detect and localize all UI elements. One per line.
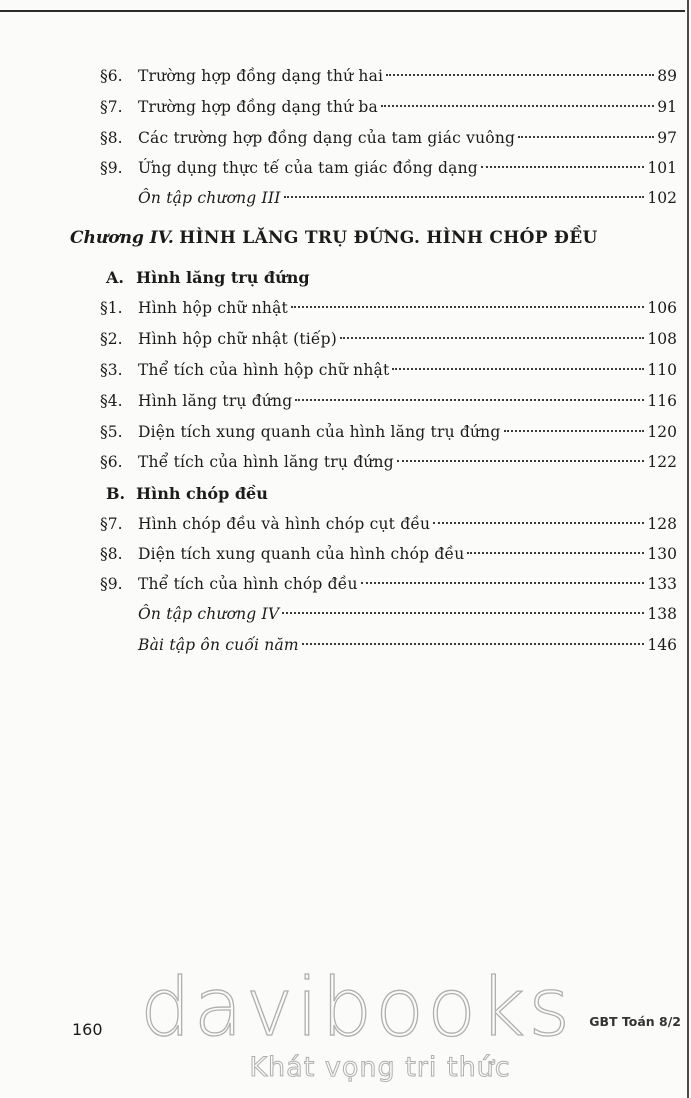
- top-rule: [0, 10, 685, 12]
- toc-page: 91: [657, 98, 677, 116]
- dot-leader: [340, 337, 644, 339]
- section-number: §8.: [100, 129, 123, 147]
- watermark: [140, 961, 574, 1083]
- chapter-heading: [70, 228, 598, 248]
- toc-page: 106: [647, 299, 677, 317]
- toc-page: 102: [647, 189, 677, 207]
- section-number: §8.: [100, 545, 123, 563]
- toc-page: 122: [647, 453, 677, 471]
- toc-page: 108: [647, 330, 677, 348]
- section-letter: B.: [106, 484, 126, 503]
- section-letter: A.: [106, 268, 124, 287]
- dot-leader: [504, 430, 645, 432]
- section-number: §3.: [100, 361, 123, 379]
- watermark-logo: davibooks: [140, 961, 574, 1054]
- book-code: GBT Toán 8/2: [589, 1014, 681, 1029]
- dot-leader: [392, 368, 644, 370]
- toc-row[interactable]: [0, 61, 691, 91]
- dot-leader: [361, 582, 645, 584]
- toc-row[interactable]: [0, 153, 691, 183]
- toc-row-review[interactable]: [0, 599, 691, 629]
- toc-row-review[interactable]: [0, 183, 691, 213]
- toc-page: 128: [647, 515, 677, 533]
- toc-title: Thể tích của hình lăng trụ đứng: [138, 453, 394, 471]
- toc-title: Diện tích xung quanh của hình chóp đều: [138, 545, 465, 563]
- section-number: §7.: [100, 98, 123, 116]
- dot-leader: [295, 399, 644, 401]
- dot-leader: [282, 612, 644, 614]
- section-number: §6.: [100, 453, 123, 471]
- dot-leader: [284, 196, 645, 198]
- toc-page: 120: [647, 423, 677, 441]
- toc-page: 138: [647, 605, 677, 623]
- watermark-tagline: Khát vọng tri thức: [249, 1052, 511, 1083]
- toc-row[interactable]: [0, 417, 691, 447]
- section-number: §6.: [100, 67, 123, 85]
- toc-page: 130: [647, 545, 677, 563]
- toc-page: 89: [657, 67, 677, 85]
- toc-title: Thể tích của hình chóp đều: [138, 575, 358, 593]
- dot-leader: [481, 166, 645, 168]
- section-number: §9.: [100, 575, 123, 593]
- toc-title: Ôn tập chương III: [138, 189, 281, 207]
- section-heading-a: [106, 268, 310, 287]
- dot-leader: [386, 74, 654, 76]
- toc-page: 133: [647, 575, 677, 593]
- toc-title: Ứng dụng thực tế của tam giác đồng dạng: [138, 159, 478, 177]
- toc-title: Hình hộp chữ nhật (tiếp): [138, 330, 338, 348]
- toc-page: 146: [647, 636, 677, 654]
- section-number: §2.: [100, 330, 123, 348]
- dot-leader: [518, 136, 654, 138]
- section-number: §5.: [100, 423, 123, 441]
- toc-title: Trường hợp đồng dạng thứ hai: [138, 67, 384, 85]
- toc-page: 110: [647, 361, 677, 379]
- toc-row[interactable]: [0, 509, 691, 539]
- dot-leader: [433, 522, 644, 524]
- toc-row[interactable]: [0, 386, 691, 416]
- chapter-label: Chương IV.: [70, 228, 174, 248]
- toc-title: Trường hợp đồng dạng thứ ba: [138, 98, 378, 116]
- toc-row-review[interactable]: [0, 630, 691, 660]
- toc-title: Các trường hợp đồng dạng của tam giác vuông: [138, 129, 516, 147]
- toc-title: Diện tích xung quanh của hình lăng trụ đứng: [138, 423, 501, 441]
- dot-leader: [381, 105, 654, 107]
- toc-row[interactable]: [0, 539, 691, 569]
- dot-leader: [291, 306, 644, 308]
- toc-row[interactable]: [0, 355, 691, 385]
- dot-leader: [302, 643, 645, 645]
- chapter-title: HÌNH LĂNG TRỤ ĐỨNG. HÌNH CHÓP ĐỀU: [179, 228, 598, 248]
- toc-row[interactable]: [0, 293, 691, 323]
- section-number: §4.: [100, 392, 123, 410]
- section-heading-b: [106, 484, 268, 503]
- dot-leader: [467, 552, 644, 554]
- toc-title: Thể tích của hình hộp chữ nhật: [138, 361, 390, 379]
- toc-page: 116: [647, 392, 677, 410]
- toc-title: Bài tập ôn cuối năm: [138, 636, 299, 654]
- section-number: §7.: [100, 515, 123, 533]
- toc-row[interactable]: [0, 324, 691, 354]
- toc-row[interactable]: [0, 569, 691, 599]
- toc-row[interactable]: [0, 447, 691, 477]
- toc-row[interactable]: [0, 123, 691, 153]
- toc-title: Hình lăng trụ đứng: [138, 392, 293, 410]
- section-title: Hình lăng trụ đứng: [136, 268, 310, 287]
- toc-title: Ôn tập chương IV: [138, 605, 280, 623]
- toc-page: 97: [657, 129, 677, 147]
- page-number: 160: [72, 1020, 103, 1039]
- dot-leader: [397, 460, 645, 462]
- toc-row[interactable]: [0, 92, 691, 122]
- section-number: §1.: [100, 299, 123, 317]
- toc-title: Hình hộp chữ nhật: [138, 299, 288, 317]
- section-number: §9.: [100, 159, 123, 177]
- toc-page: 101: [647, 159, 677, 177]
- toc-title: Hình chóp đều và hình chóp cụt đều: [138, 515, 431, 533]
- section-title: Hình chóp đều: [136, 484, 268, 503]
